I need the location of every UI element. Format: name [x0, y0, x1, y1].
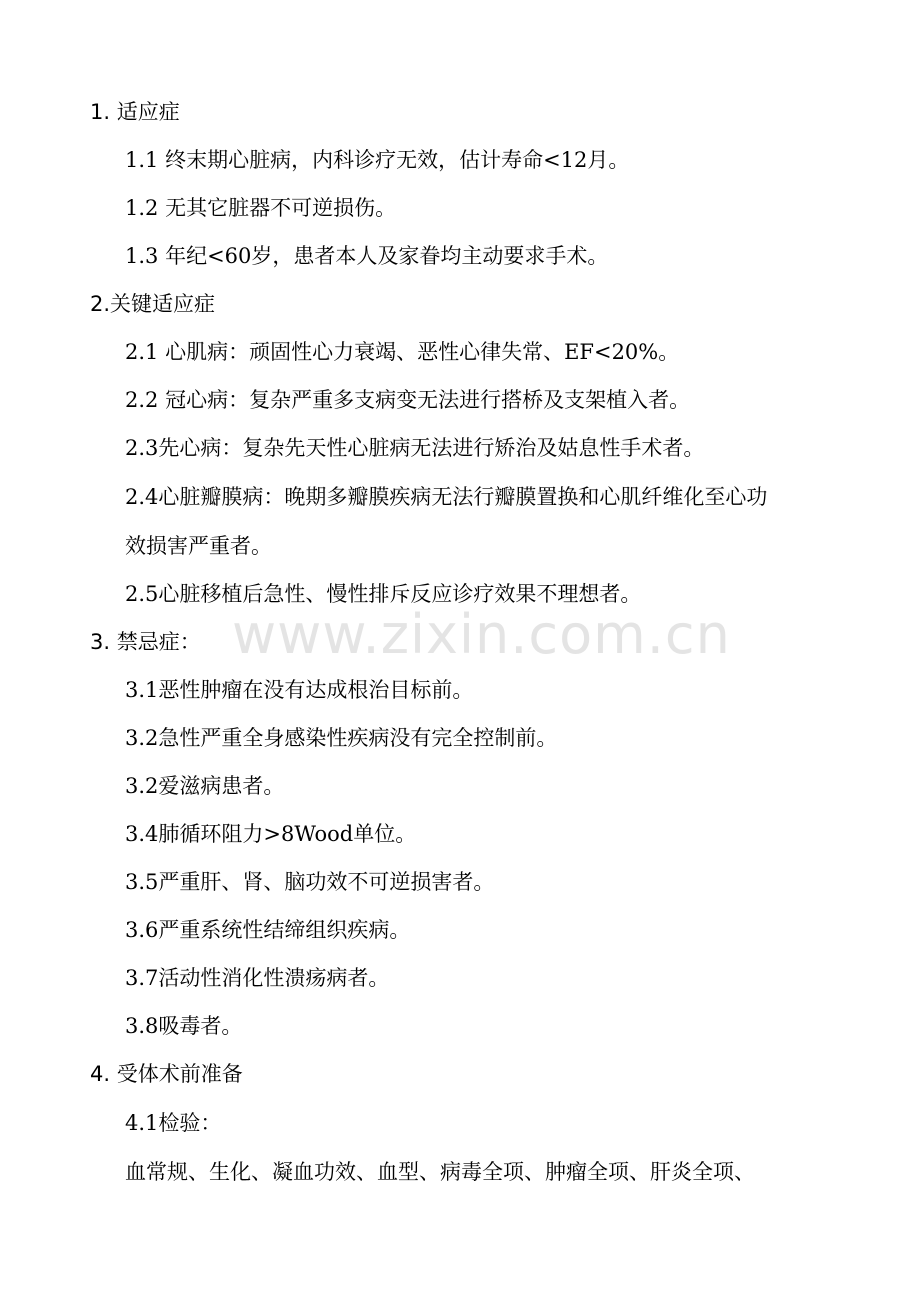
paragraph: 血常规、生化、凝血功效、血型、病毒全项、肿瘤全项、肝炎全项、	[125, 1160, 755, 1184]
section-heading: 1. 适应症	[90, 100, 180, 124]
paragraph: 2.1 心肌病：顽固性心力衰竭、恶性心律失常、EF<20%。	[125, 340, 680, 364]
section-heading: 4. 受体术前准备	[90, 1062, 243, 1086]
paragraph: 3.5严重肝、肾、脑功效不可逆损害者。	[125, 870, 495, 894]
paragraph: 3.2爱滋病患者。	[125, 774, 285, 798]
section-heading: 3. 禁忌症：	[90, 630, 201, 654]
paragraph: 1.3 年纪<60岁，患者本人及家眷均主动要求手术。	[125, 244, 609, 268]
paragraph: 3.8吸毒者。	[125, 1014, 243, 1038]
paragraph: 3.6严重系统性结缔组织疾病。	[125, 918, 411, 942]
paragraph: 2.5心脏移植后急性、慢性排斥反应诊疗效果不理想者。	[125, 582, 642, 606]
paragraph: 4.1检验：	[125, 1111, 222, 1135]
paragraph: 3.7活动性消化性溃疡病者。	[125, 966, 390, 990]
paragraph: 1.2 无其它脏器不可逆损伤。	[125, 196, 397, 220]
paragraph: 3.4肺循环阻力>8Wood单位。	[125, 822, 417, 846]
paragraph: 2.2 冠心病：复杂严重多支病变无法进行搭桥及支架植入者。	[125, 388, 691, 412]
paragraph: 3.1恶性肿瘤在没有达成根治目标前。	[125, 678, 474, 702]
paragraph: 2.3先心病：复杂先天性心脏病无法进行矫治及姑息性手术者。	[125, 436, 705, 460]
paragraph: 3.2急性严重全身感染性疾病没有完全控制前。	[125, 726, 558, 750]
section-heading: 2.关键适应症	[90, 292, 216, 316]
paragraph-continuation: 效损害严重者。	[125, 534, 272, 558]
paragraph: 1.1 终末期心脏病，内科诊疗无效，估计寿命<12月。	[125, 148, 630, 172]
paragraph: 2.4心脏瓣膜病：晚期多瓣膜疾病无法行瓣膜置换和心肌纤维化至心功	[125, 485, 768, 509]
watermark: www.zixin.com.cn	[232, 603, 731, 666]
